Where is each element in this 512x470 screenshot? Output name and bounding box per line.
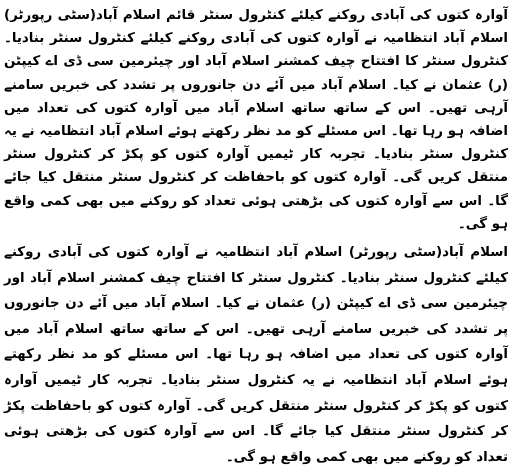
article-paragraph-1: آوارہ کتوں کی آبادی روکنے کیلئے کنٹرول سنٹر قائم اسلام آباد(سٹی رپورٹر) اسلام آباد انتظامیہ نے آوارہ کتوں کی آبادی روکنے کیلئے کنٹرول سنٹر بنادیا۔ کنٹرول سنٹر کا افتتاح چیف کمشنر اسلام آباد اور چیئرمین سی ڈی اے کیپٹن (ر) عثمان نے کیا۔ اسلام آباد میں آئے دن جانوروں پر تشدد کی خبریں سامنے آرہی تھیں۔ اس کے ساتھ ساتھ اسلام آباد میں آوارہ کتوں کی تعداد میں اضافہ ہو رہا تھا۔ اس مسئلے کو مد نظر رکھتے ہوئے اسلام آباد انتظامیہ نے یہ کنٹرول سنٹر بنادیا۔ تجربہ کار ٹیمیں آوارہ کتوں کو پکڑ کر کنٹرول سنٹر منتقل کریں گی۔ آوارہ کتوں کو باحفاظت کر کنٹرول سنٹر منتقل کیا جائے گا۔ اس سے آوارہ کتوں کی بڑھتی ہوئی تعداد کو روکنے میں بھی کمی واقع ہو گی۔	[4, 8, 508, 232]
news-article	[4, 4, 509, 465]
article-paragraph-2: اسلام آباد(سٹی رپورٹر) اسلام آباد انتظامیہ نے آوارہ کتوں کی آبادی روکنے کیلئے کنٹرول سنٹر بنادیا۔ کنٹرول سنٹر کا افتتاح چیف کمشنر اسلام آباد اور چیئرمین سی ڈی اے کیپٹن (ر) عثمان نے کیا۔ اسلام آباد میں آئے دن جانوروں پر تشدد کی خبریں سامنے آرہی تھیں۔ اس کے ساتھ ساتھ اسلام آباد میں آوارہ کتوں کی تعداد میں اضافہ ہو رہا تھا۔ اس مسئلے کو مد نظر رکھتے ہوئے اسلام آباد انتظامیہ نے یہ کنٹرول سنٹر بنادیا۔ تجربہ کار ٹیمیں آوارہ کتوں کو پکڑ کر کنٹرول سنٹر منتقل کریں گی۔ آوارہ کتوں کو باحفاظت پکڑ کر کنٹرول سنٹر منتقل کیا جائے گا۔ اس سے آوارہ کتوں کی بڑھتی ہوئی تعداد کو روکنے میں بھی کمی واقع ہو گی۔	[4, 245, 509, 465]
